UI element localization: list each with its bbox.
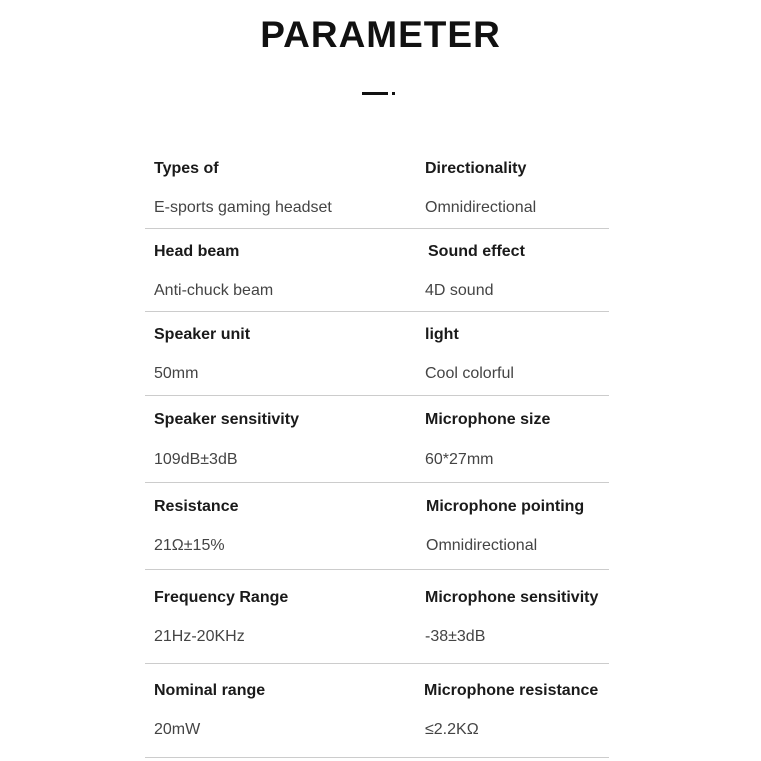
table-row xyxy=(145,664,609,758)
title-underline xyxy=(362,92,388,95)
param-value: -38±3dB xyxy=(425,628,486,645)
table-row xyxy=(145,396,609,483)
param-value: Omnidirectional xyxy=(425,199,537,216)
title-underline-dot xyxy=(392,92,395,95)
param-value: 21Hz-20KHz xyxy=(154,628,245,645)
table-row xyxy=(145,229,609,312)
param-value: Anti-chuck beam xyxy=(154,282,274,299)
table-row xyxy=(145,570,609,664)
param-value: 60*27mm xyxy=(425,451,494,468)
parameter-table xyxy=(145,145,609,758)
param-label: Microphone sensitivity xyxy=(425,589,599,606)
param-value: Cool colorful xyxy=(425,365,514,382)
param-value: E-sports gaming headset xyxy=(154,199,332,216)
param-value: 50mm xyxy=(154,365,199,382)
param-label: Nominal range xyxy=(154,682,266,699)
param-value: 20mW xyxy=(154,721,201,738)
param-value: 4D sound xyxy=(425,282,494,299)
param-label: Speaker sensitivity xyxy=(154,411,299,428)
table-row xyxy=(145,145,609,229)
param-label: Sound effect xyxy=(428,243,525,260)
param-value: 21Ω±15% xyxy=(154,537,225,554)
param-label: Directionality xyxy=(425,160,527,177)
param-label: Microphone pointing xyxy=(426,498,585,515)
param-label: Types of xyxy=(154,160,219,177)
param-label: Resistance xyxy=(154,498,239,515)
param-label: Frequency Range xyxy=(154,589,289,606)
page-title: PARAMETER xyxy=(260,14,501,55)
param-label: Microphone size xyxy=(425,411,551,428)
param-label: Head beam xyxy=(154,243,240,260)
param-value: Omnidirectional xyxy=(426,537,538,554)
param-label: light xyxy=(425,326,459,343)
param-label: Speaker unit xyxy=(154,326,251,343)
table-row xyxy=(145,312,609,396)
param-value: 109dB±3dB xyxy=(154,451,238,468)
table-row xyxy=(145,483,609,570)
param-label: Microphone resistance xyxy=(424,682,599,699)
param-value: ≤2.2KΩ xyxy=(425,721,479,738)
